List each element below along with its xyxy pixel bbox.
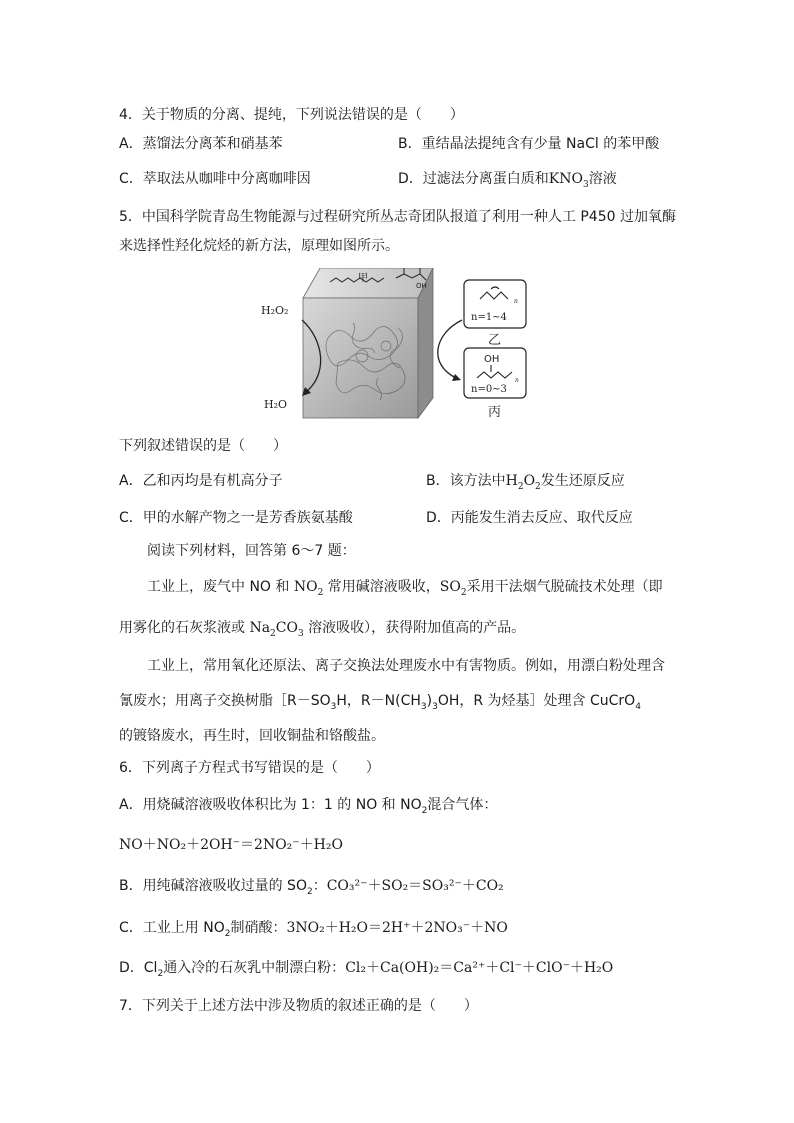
label-bing: 丙 <box>488 405 502 420</box>
q4-option-b: B．重结晶法提纯含有少量 NaCl 的苯甲酸 <box>398 136 660 152</box>
label-n-range-bing: n=0~3 <box>471 384 507 395</box>
q6-option-d: D．$Cl_2$通入冷的石灰乳中制漂白粉：Cl₂＋Ca(OH)₂＝Ca²⁺＋Cl⁻＋ClO⁻＋H₂O <box>119 960 614 979</box>
label-h2o: H₂O <box>264 398 288 411</box>
q4-option-a: A．蒸馏法分离苯和硝基苯 <box>119 136 283 152</box>
subscript-n-bing: n <box>515 377 519 384</box>
q4-option-d: D．过滤法分离蛋白质和$KNO_3$溶液 <box>398 171 617 190</box>
q6-option-a-equation: NO＋NO₂＋2OH⁻＝2NO₂⁻＋H₂O <box>119 837 343 853</box>
material-para1-line2: 用雾化的石灰浆液或 $Na_2CO_3$ 溶液吸收），获得附加值高的产品。 <box>119 620 526 639</box>
enzyme-cube <box>303 268 433 418</box>
enzyme-reaction-figure <box>258 268 530 428</box>
q6-option-c: C．工业上用 $NO_2$制硝酸：3NO₂＋H₂O＝2H⁺＋2NO₃⁻＋NO <box>119 920 508 939</box>
label-h2o2: H₂O₂ <box>261 304 289 317</box>
q4-option-c: C．萃取法从咖啡中分离咖啡因 <box>119 171 311 187</box>
label-jia: 甲 <box>358 273 368 284</box>
label-n-range-yi: n=1~4 <box>471 312 507 323</box>
q6-stem: 6．下列离子方程式书写错误的是（ ） <box>119 760 380 776</box>
q6-option-b: B．用纯碱溶液吸收过量的 $SO_2$：CO₃²⁻＋SO₂＝SO₃²⁻＋CO₂ <box>119 878 504 897</box>
subscript-n-yi: n <box>514 298 518 305</box>
q5-option-a: A．乙和丙均是有机高分子 <box>119 473 283 489</box>
q5-stem-line3: 下列叙述错误的是（ ） <box>119 438 287 454</box>
q4-stem: 4．关于物质的分离、提纯，下列说法错误的是（ ） <box>119 107 464 123</box>
material-intro: 阅读下列材料，回答第 6～7 题： <box>147 543 356 559</box>
label-yi: 乙 <box>488 333 502 348</box>
q5-option-b: B．该方法中$H_2O_2$发生还原反应 <box>426 473 625 492</box>
q5-option-d: D．丙能发生消去反应、取代反应 <box>426 510 633 526</box>
material-para2-line1: 工业上，常用氧化还原法、离子交换法处理废水中有害物质。例如，用漂白粉处理含 <box>147 658 665 674</box>
q5-option-c: C．甲的水解产物之一是芳香族氨基酸 <box>119 510 353 526</box>
material-para1-line1: 工业上，废气中 NO 和 $NO_2$ 常用碱溶液吸收，$SO_2$采用干法烟气脱硫技术处理（即 <box>147 579 663 598</box>
arrow-yi-to-bing <box>438 320 462 378</box>
label-oh-bing: OH <box>484 354 500 365</box>
material-para2-line3: 的镀铬废水，再生时，回收铜盐和铬酸盐。 <box>119 728 385 744</box>
label-oh-ligand: OH <box>416 282 427 290</box>
q6-option-a: A．用烧碱溶液吸收体积比为 1：1 的 NO 和 $NO_2$混合气体： <box>119 797 498 816</box>
material-para2-line2: 氰废水；用离子交换树脂$[R-SO_3H$，$R-N(CH_3)_3OH$，R 为烃基］处理含 CuCrO$_4$ <box>119 693 641 712</box>
q5-stem-line2: 来选择性羟化烷烃的新方法，原理如图所示。 <box>119 238 399 254</box>
q7-stem: 7．下列关于上述方法中涉及物质的叙述正确的是（ ） <box>119 998 478 1014</box>
q5-stem-line1: 5．中国科学院青岛生物能源与过程研究所丛志奇团队报道了利用一种人工 P450 过加氧酶 <box>119 209 676 225</box>
